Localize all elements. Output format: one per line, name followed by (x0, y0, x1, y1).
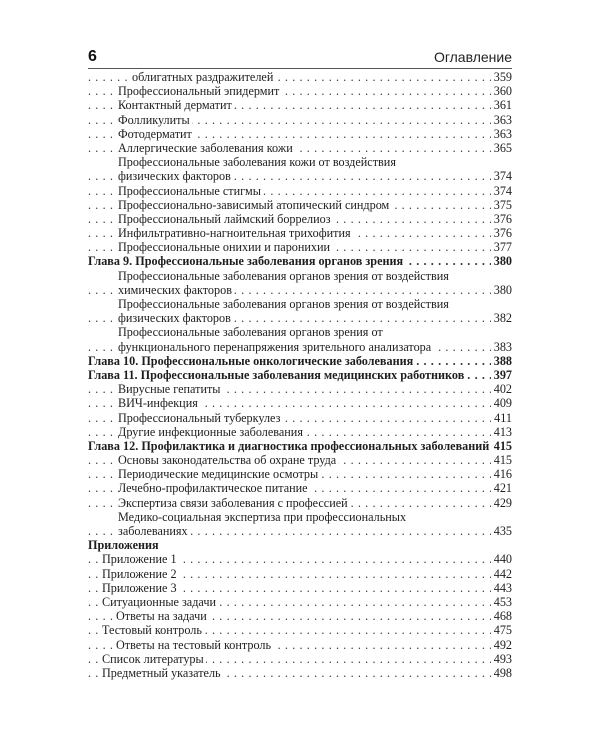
toc-entry-title: облигатных раздражителей (132, 70, 274, 84)
toc-entry-title: физических факторов (118, 311, 231, 326)
toc-entry-page: 411 (491, 411, 512, 425)
toc-entry (88, 84, 512, 98)
toc-entry-title: ВИЧ-инфекция (118, 396, 198, 411)
toc-entry-title: Профессиональный туберкулез (118, 410, 281, 425)
toc-entry-title: Медико-социальная экспертиза при профессиональных (118, 509, 407, 524)
toc-entry (88, 240, 512, 254)
toc-entry-title: Профессиональные онихии и паронихии (118, 240, 331, 255)
toc-entry-title: Глава 12. Профилактика и диагностика профессиональных заболеваний (88, 438, 490, 453)
toc-entry-title: Глава 9. Профессиональные заболевания органов зрения (88, 254, 404, 269)
toc-entry-page: 416 (491, 467, 512, 481)
toc-entry-page: 374 (491, 169, 512, 183)
toc-entry (88, 141, 512, 155)
toc-entry-title: Экспертиза связи заболевания с профессией (118, 495, 348, 510)
toc-entry (88, 113, 512, 127)
toc-entry-page: 429 (491, 496, 512, 510)
toc-entry-title: Основы законодательства об охране труда (118, 453, 337, 468)
toc-entry (88, 567, 512, 581)
toc-entry-title: Предметный указатель (102, 665, 221, 680)
toc-entry-page: 363 (491, 113, 512, 127)
toc-entry-title: Профессиональные заболевания органов зрения от (118, 325, 383, 340)
toc-chapter-entry (88, 439, 512, 453)
toc-entry-title: Ситуационные задачи (102, 594, 216, 609)
running-title: Оглавление (433, 49, 512, 65)
toc-entry (88, 226, 512, 240)
toc-chapter-entry (88, 254, 512, 268)
toc-entry-page: 468 (491, 609, 512, 623)
toc-entry-title: Вирусные гепатиты (118, 382, 221, 397)
toc-entry-page: 376 (491, 226, 512, 240)
toc-entry-page: 380 (491, 283, 512, 297)
toc-entry-title: Приложения (88, 538, 159, 553)
toc-entry (88, 212, 512, 226)
toc-entry (88, 666, 512, 680)
toc-chapter-entry (88, 354, 512, 368)
toc-entry-page: 402 (491, 382, 512, 396)
toc-entry-title: функционального перенапряжения зрительного анализатора (118, 339, 432, 354)
toc-entry-page: 377 (491, 240, 512, 254)
toc-entry (88, 269, 512, 283)
toc-entry-title: химических факторов (118, 282, 232, 297)
toc-entry-page: 376 (491, 212, 512, 226)
toc-entry (88, 297, 512, 311)
toc-entry-page: 380 (491, 254, 512, 268)
toc-entry-title: Фотодерматит (118, 126, 192, 141)
toc-entry (88, 169, 512, 183)
toc-entry (88, 311, 512, 325)
toc-entry-title: Приложение 1 (102, 552, 177, 567)
toc-entry-title: Профессиональные заболевания кожи от воздействия (118, 155, 396, 170)
toc-entry-title: Профессиональный эпидермит (118, 84, 280, 99)
toc-entry-page: 374 (491, 184, 512, 198)
toc-entry (88, 283, 512, 297)
toc-entry (88, 155, 512, 169)
toc-entry (88, 127, 512, 141)
toc-entry-title: Профессиональные заболевания органов зрения от воздействия (118, 268, 449, 283)
table-of-contents (88, 70, 512, 680)
toc-entry-page: 360 (491, 84, 512, 98)
toc-entry (88, 340, 512, 354)
toc-entry-page: 413 (491, 425, 512, 439)
toc-entry-title: Приложение 2 (102, 566, 177, 581)
toc-entry (88, 198, 512, 212)
toc-entry-title: Контактный дерматит (118, 98, 232, 113)
toc-entry-title: Приложение 3 (102, 580, 177, 595)
toc-entry-title: Список литературы (102, 651, 204, 666)
toc-entry (88, 467, 512, 481)
toc-entry-page: 359 (491, 70, 512, 84)
toc-entry (88, 98, 512, 112)
toc-entry (88, 638, 512, 652)
header-rule (88, 68, 512, 69)
toc-entry (88, 652, 512, 666)
toc-entry-page: 421 (491, 481, 512, 495)
toc-entry-page: 383 (491, 340, 512, 354)
toc-entry-title: Профессионально-зависимый атопический синдром (118, 197, 390, 212)
toc-entry-page: 453 (491, 595, 512, 609)
toc-entry (88, 425, 512, 439)
toc-entry (88, 411, 512, 425)
toc-entry-page: 440 (491, 552, 512, 566)
toc-entry-page: 442 (491, 567, 512, 581)
toc-entry-title: Аллергические заболевания кожи (118, 140, 293, 155)
toc-entry (88, 184, 512, 198)
toc-chapter-entry (88, 368, 512, 382)
toc-entry-title: Инфильтративно-нагноительная трихофития (118, 226, 351, 241)
toc-entry-title: Другие инфекционные заболевания (118, 424, 303, 439)
toc-entry (88, 510, 512, 524)
toc-entry-page: 409 (491, 396, 512, 410)
toc-entry (88, 524, 512, 538)
toc-entry-page: 365 (491, 141, 512, 155)
toc-entry-page: 475 (491, 623, 512, 637)
toc-entry-page: 375 (491, 198, 512, 212)
toc-entry (88, 496, 512, 510)
toc-entry-page: 363 (491, 127, 512, 141)
toc-entry (88, 481, 512, 495)
toc-entry-title: Профессиональный лаймский боррелиоз (118, 211, 331, 226)
toc-entry-page: 493 (491, 652, 512, 666)
toc-entry (88, 70, 512, 84)
toc-entry-title: Профессиональные заболевания органов зрения от воздействия (118, 297, 449, 311)
toc-entry-title: Глава 11. Профессиональные заболевания медицинских работников (88, 367, 465, 382)
toc-entry-page: 415 (491, 439, 512, 453)
toc-entry-page: 415 (491, 453, 512, 467)
toc-entry-page: 492 (491, 638, 512, 652)
toc-entry-title: Глава 10. Профессиональные онкологические заболевания (88, 353, 414, 368)
toc-entry (88, 595, 512, 609)
toc-entry-title: Тестовый контроль (102, 623, 202, 638)
toc-entry (88, 453, 512, 467)
toc-entry (88, 396, 512, 410)
toc-entry (88, 581, 512, 595)
toc-entry-page: 443 (491, 581, 512, 595)
toc-entry (88, 382, 512, 396)
toc-entry-title: Ответы на тестовый контроль (116, 637, 272, 652)
toc-entry-title: Фолликулиты (118, 112, 190, 127)
toc-chapter-entry (88, 538, 512, 552)
toc-entry (88, 623, 512, 637)
toc-entry-title: Ответы на задачи (116, 609, 207, 624)
toc-entry (88, 325, 512, 339)
toc-entry-page: 382 (491, 311, 512, 325)
toc-entry-title: заболеваниях (118, 524, 188, 538)
page-number: 6 (88, 48, 97, 65)
toc-entry-title: Лечебно-профилактическое питание (118, 481, 308, 496)
toc-entry-title: Периодические медицинские осмотры (118, 467, 319, 482)
toc-entry (88, 552, 512, 566)
toc-entry-page: 435 (491, 524, 512, 538)
toc-entry-page: 397 (491, 368, 512, 382)
toc-entry-page: 361 (491, 98, 512, 112)
toc-entry-title: Профессиональные стигмы (118, 183, 261, 198)
toc-entry-title: физических факторов (118, 169, 231, 184)
toc-entry-page: 388 (491, 354, 512, 368)
toc-entry (88, 609, 512, 623)
toc-entry-page: 498 (491, 666, 512, 680)
